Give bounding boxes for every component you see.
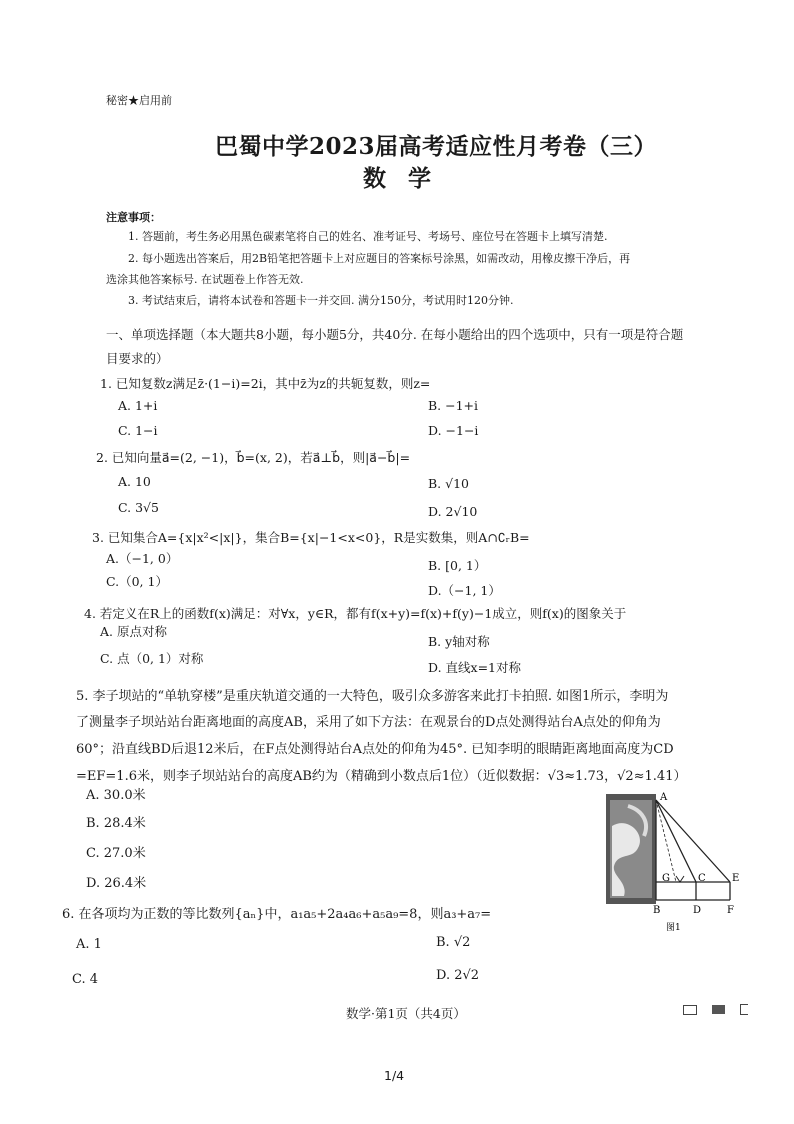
rectangle-filled-icon: [712, 1005, 725, 1014]
question-3-option-d: D.（−1, 1）: [428, 583, 501, 598]
question-1-option-d: D. −1−i: [428, 423, 479, 438]
notice-item-2-cont: 选涂其他答案标号. 在试题卷上作答无效.: [106, 273, 304, 286]
question-5-option-c: C. 27.0米: [86, 846, 146, 861]
section-heading: 一、单项选择题（本大题共8小题，每小题5分，共40分. 在每小题给出的四个选项中，只有一项是符合题: [106, 327, 684, 342]
exam-title: 巴蜀中学2023届高考适应性月考卷（三）: [215, 133, 658, 160]
figure-caption: 图1: [666, 923, 681, 933]
question-2-stem: 2. 已知向量a⃗=(2, −1)，b⃗=(x, 2)，若a⃗⊥b⃗，则|a⃗−b⃗|=: [96, 450, 411, 465]
question-6-option-c: C. 4: [72, 972, 99, 987]
question-2-option-c: C. 3√5: [118, 500, 159, 515]
label-a: A: [660, 792, 668, 803]
label-c: C: [698, 873, 706, 884]
notice-item-3: 3. 考试结束后，请将本试卷和答题卡一并交回. 满分150分，考试用时120分钟.: [128, 294, 514, 307]
question-6-stem: 6. 在各项均为正数的等比数列{aₙ}中，a₁a₅+2a₄a₆+a₅a₉=8，则a₃+a₇=: [62, 907, 492, 922]
question-4-option-d: D. 直线x=1对称: [428, 660, 521, 675]
question-4-option-b: B. y轴对称: [428, 634, 490, 649]
question-5-line-1: 5. 李子坝站的“单轨穿楼”是重庆轨道交通的一大特色，吸引众多游客来此打卡拍照. 如图1所示，李明为: [76, 689, 669, 704]
label-d: D: [693, 905, 702, 916]
question-1-option-c: C. 1−i: [118, 423, 158, 438]
question-5-line-2: 了测量李子坝站站台距离地面的高度AB，采用了如下方法：在观景台的D点处测得站台A点处的仰角为: [76, 715, 661, 730]
question-4-option-c: C. 点（0, 1）对称: [100, 651, 204, 666]
question-2-option-a: A. 10: [118, 474, 151, 489]
question-1-stem: 1. 已知复数z满足z̄·(1−i)=2i，其中z̄为z的共轭复数，则z=: [100, 376, 431, 391]
label-f: F: [727, 905, 734, 916]
question-1-option-a: A. 1+i: [118, 398, 158, 413]
section-heading-cont: 目要求的）: [106, 351, 169, 366]
question-5-line-4: =EF=1.6米，则李子坝站站台的高度AB约为（精确到小数点后1位）（近似数据：√3≈1.73，√2≈1.41）: [76, 769, 687, 784]
question-2-option-d: D. 2√10: [428, 504, 478, 519]
question-3-option-a: A.（−1, 0）: [106, 551, 179, 566]
question-6-option-a: A. 1: [76, 937, 102, 952]
question-3-option-c: C.（0, 1）: [106, 574, 168, 589]
notice-heading: 注意事项：: [106, 211, 161, 224]
question-6-option-b: B. √2: [436, 935, 471, 950]
subject-title: 数学: [363, 165, 453, 192]
question-3-stem: 3. 已知集合A={x|x²<|x|}，集合B={x|−1<x<0}，R是实数集，则A∩∁ᵣB=: [92, 530, 530, 545]
question-6-option-d: D. 2√2: [436, 968, 480, 983]
question-5-option-d: D. 26.4米: [86, 876, 147, 891]
label-e: E: [732, 873, 740, 884]
footer-icons: [683, 999, 758, 1018]
segment-ae: [656, 800, 730, 882]
notice-item-2: 2. 每小题选出答案后，用2B铅笔把答题卡上对应题目的答案标号涂黑，如需改动，用橡皮擦干净后，再: [128, 252, 631, 265]
bracket-icon: [740, 1004, 748, 1015]
notice-item-1: 1. 答题前，考生务必用黑色碳素笔将自己的姓名、准考证号、考场号、座位号在答题卡上填写清楚.: [128, 230, 608, 243]
question-1-option-b: B. −1+i: [428, 398, 479, 413]
figure-1: [598, 786, 748, 934]
segment-ac: [656, 800, 696, 882]
rectangle-outline-icon: [683, 1005, 697, 1015]
question-2-option-b: B. √10: [428, 476, 470, 491]
question-3-option-b: B. [0, 1）: [428, 558, 487, 573]
question-5-line-3: 60°；沿直线BD后退12米后，在F点处测得站台A点处的仰角为45°. 已知李明的眼睛距离地面高度为CD: [76, 742, 674, 757]
question-4-stem: 4. 若定义在R上的函数f(x)满足：对∀x，y∈R，都有f(x+y)=f(x)+f(y)−1成立，则f(x)的图象关于: [84, 606, 627, 621]
question-5-option-a: A. 30.0米: [86, 788, 146, 803]
question-4-option-a: A. 原点对称: [100, 624, 167, 639]
secret-label: 秘密★启用前: [106, 94, 172, 107]
label-b: B: [653, 905, 661, 916]
page-footer-label: 数学·第1页（共4页）: [346, 1006, 466, 1021]
page-counter: 1/4: [384, 1068, 405, 1083]
question-5-option-b: B. 28.4米: [86, 816, 146, 831]
label-g: G: [662, 873, 670, 884]
